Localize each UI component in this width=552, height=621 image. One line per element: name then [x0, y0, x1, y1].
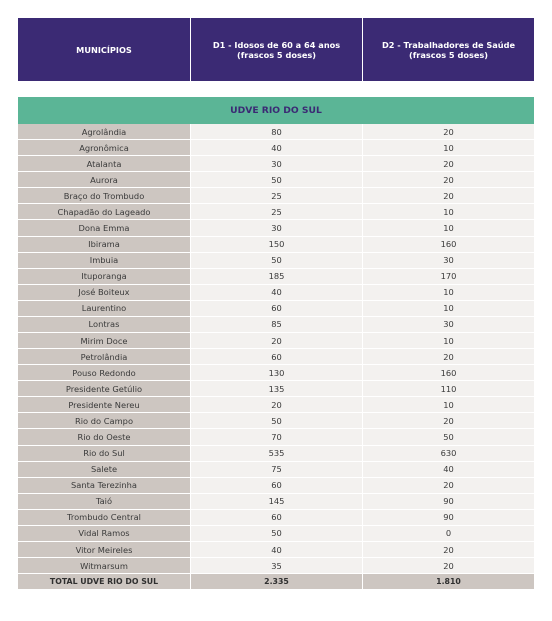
- table-row: [18, 285, 534, 301]
- municipio-cell: Aurora: [18, 172, 190, 188]
- table-row: [18, 542, 534, 558]
- total-row: [18, 574, 534, 590]
- table-row: [18, 462, 534, 478]
- total-d2: 1.810: [362, 574, 534, 590]
- d1-cell: 60: [190, 478, 362, 494]
- municipio-cell: Dona Emma: [18, 220, 190, 236]
- header-d1: D1 - Idosos de 60 a 64 anos (frascos 5 doses): [190, 18, 362, 81]
- d1-cell: 135: [190, 381, 362, 397]
- d2-cell: 30: [362, 253, 534, 269]
- d1-cell: 25: [190, 204, 362, 220]
- d1-cell: 85: [190, 317, 362, 333]
- municipio-cell: Trombudo Central: [18, 510, 190, 526]
- d1-cell: 535: [190, 446, 362, 462]
- d1-cell: 50: [190, 413, 362, 429]
- d2-cell: 160: [362, 365, 534, 381]
- d2-cell: 50: [362, 429, 534, 445]
- municipio-cell: Vitor Meireles: [18, 542, 190, 558]
- municipio-cell: Laurentino: [18, 301, 190, 317]
- d1-cell: 130: [190, 365, 362, 381]
- table-row: [18, 397, 534, 413]
- data-table: [18, 124, 534, 590]
- d2-cell: 10: [362, 397, 534, 413]
- d2-cell: 20: [362, 156, 534, 172]
- d2-cell: 20: [362, 478, 534, 494]
- table-row: [18, 413, 534, 429]
- d1-cell: 185: [190, 269, 362, 285]
- table-row: [18, 429, 534, 445]
- municipio-cell: Petrolândia: [18, 349, 190, 365]
- d2-cell: 40: [362, 462, 534, 478]
- municipio-cell: Atalanta: [18, 156, 190, 172]
- header-municipios: MUNICÍPIOS: [76, 44, 132, 55]
- d1-cell: 50: [190, 253, 362, 269]
- d2-cell: 110: [362, 381, 534, 397]
- d2-cell: 10: [362, 333, 534, 349]
- header-d2: D2 - Trabalhadores de Saúde (frascos 5 doses): [362, 18, 534, 81]
- d1-cell: 150: [190, 237, 362, 253]
- d1-cell: 80: [190, 124, 362, 140]
- d1-cell: 70: [190, 429, 362, 445]
- d2-cell: 30: [362, 317, 534, 333]
- d2-cell: 20: [362, 124, 534, 140]
- d1-cell: 50: [190, 172, 362, 188]
- municipio-cell: Santa Terezinha: [18, 478, 190, 494]
- d1-cell: 20: [190, 333, 362, 349]
- d2-cell: 20: [362, 558, 534, 574]
- municipio-cell: Salete: [18, 462, 190, 478]
- d1-cell: 30: [190, 156, 362, 172]
- municipio-cell: Pouso Redondo: [18, 365, 190, 381]
- table-row: [18, 365, 534, 381]
- d2-cell: 10: [362, 204, 534, 220]
- table-row: [18, 124, 534, 140]
- municipio-cell: Taió: [18, 494, 190, 510]
- municipio-cell: Imbuia: [18, 253, 190, 269]
- d1-cell: 60: [190, 349, 362, 365]
- d2-cell: 20: [362, 542, 534, 558]
- table-row: [18, 526, 534, 542]
- d1-cell: 60: [190, 301, 362, 317]
- d2-cell: 20: [362, 172, 534, 188]
- municipio-cell: Ituporanga: [18, 269, 190, 285]
- table-row: [18, 140, 534, 156]
- municipio-cell: Ibirama: [18, 237, 190, 253]
- d1-cell: 145: [190, 494, 362, 510]
- table-row: [18, 510, 534, 526]
- d2-cell: 160: [362, 237, 534, 253]
- d1-cell: 40: [190, 140, 362, 156]
- table-row: [18, 478, 534, 494]
- municipio-cell: Rio do Campo: [18, 413, 190, 429]
- table-row: [18, 301, 534, 317]
- municipio-cell: Rio do Sul: [18, 446, 190, 462]
- d1-cell: 40: [190, 542, 362, 558]
- d2-cell: 20: [362, 188, 534, 204]
- d1-cell: 20: [190, 397, 362, 413]
- d2-cell: 10: [362, 301, 534, 317]
- d1-cell: 35: [190, 558, 362, 574]
- table-row: [18, 188, 534, 204]
- municipio-cell: Rio do Oeste: [18, 429, 190, 445]
- municipio-cell: Mirim Doce: [18, 333, 190, 349]
- section-title: UDVE RIO DO SUL: [18, 97, 534, 124]
- table-row: [18, 349, 534, 365]
- table-row: [18, 558, 534, 574]
- d1-cell: 50: [190, 526, 362, 542]
- table-row: [18, 494, 534, 510]
- table-row: [18, 220, 534, 236]
- d2-cell: 90: [362, 510, 534, 526]
- table-row: [18, 269, 534, 285]
- table-header: [18, 18, 534, 81]
- table-row: [18, 172, 534, 188]
- municipio-cell: Vidal Ramos: [18, 526, 190, 542]
- municipio-cell: Agronômica: [18, 140, 190, 156]
- table-row: [18, 156, 534, 172]
- d1-cell: 30: [190, 220, 362, 236]
- table-row: [18, 446, 534, 462]
- d2-cell: 90: [362, 494, 534, 510]
- table-row: [18, 204, 534, 220]
- total-label: TOTAL UDVE RIO DO SUL: [18, 574, 190, 590]
- table-row: [18, 381, 534, 397]
- d2-cell: 630: [362, 446, 534, 462]
- d2-cell: 10: [362, 285, 534, 301]
- municipio-cell: Agrolândia: [18, 124, 190, 140]
- municipio-cell: José Boiteux: [18, 285, 190, 301]
- table-row: [18, 317, 534, 333]
- d1-cell: 75: [190, 462, 362, 478]
- municipio-cell: Braço do Trombudo: [18, 188, 190, 204]
- d2-cell: 0: [362, 526, 534, 542]
- total-d1: 2.335: [190, 574, 362, 590]
- d2-cell: 10: [362, 140, 534, 156]
- d2-cell: 20: [362, 349, 534, 365]
- d1-cell: 60: [190, 510, 362, 526]
- municipio-cell: Witmarsum: [18, 558, 190, 574]
- d1-cell: 25: [190, 188, 362, 204]
- municipio-cell: Presidente Getúlio: [18, 381, 190, 397]
- municipio-cell: Chapadão do Lageado: [18, 204, 190, 220]
- table-row: [18, 333, 534, 349]
- municipio-cell: Presidente Nereu: [18, 397, 190, 413]
- municipio-cell: Lontras: [18, 317, 190, 333]
- d2-cell: 20: [362, 413, 534, 429]
- table-row: [18, 237, 534, 253]
- d2-cell: 170: [362, 269, 534, 285]
- d2-cell: 10: [362, 220, 534, 236]
- d1-cell: 40: [190, 285, 362, 301]
- table-row: [18, 253, 534, 269]
